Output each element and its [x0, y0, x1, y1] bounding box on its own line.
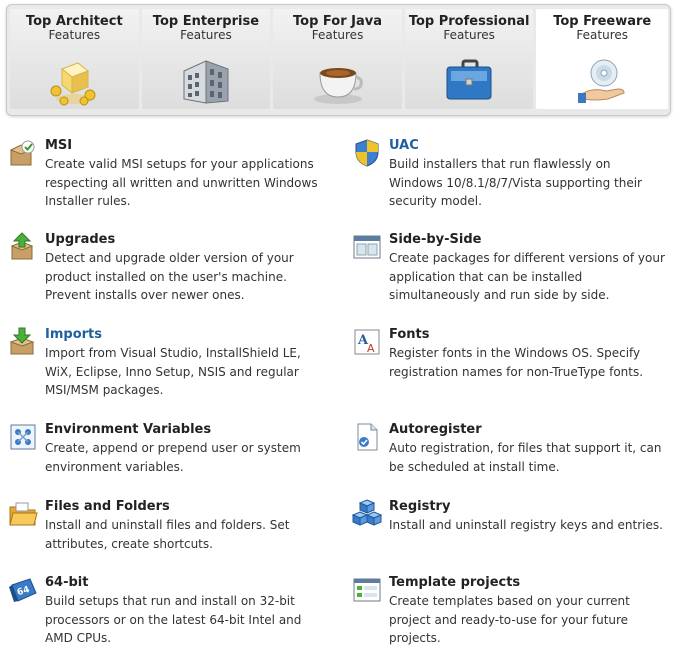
feature-description-line: Build setups that run and install on 32-bit [45, 594, 295, 608]
feature-description-line: MSI/MSM packages. [45, 383, 164, 398]
coffee-cup-icon [273, 51, 402, 107]
feature-description-line: application that can be installed [389, 269, 583, 284]
side-by-side-window-icon [352, 232, 382, 262]
feature-title: Autoregister [389, 422, 482, 437]
feature-description-line: security model. [389, 194, 482, 209]
tab-title: Top Architect [25, 14, 123, 29]
import-box-icon [8, 327, 38, 357]
feature-description-line: Build installers that run flawlessly on [389, 157, 611, 171]
feature-description [45, 155, 335, 211]
feature-title-link[interactable]: Imports [45, 327, 102, 342]
uac-shield-icon [352, 138, 382, 168]
tab-title: Top Professional [408, 14, 530, 29]
feature-description-line: AMD CPUs. [45, 631, 112, 646]
feature-title-link[interactable]: UAC [389, 138, 419, 153]
feature-description-line: Register fonts in the Windows OS. Specify [389, 346, 641, 360]
tab-top-freeware[interactable] [536, 9, 668, 109]
template-projects-icon [352, 575, 382, 605]
feature-title: Side-by-Side [389, 232, 482, 247]
feature-title: Upgrades [45, 232, 116, 247]
64-bit-icon [8, 575, 38, 605]
tab-subtitle: Features [180, 28, 232, 42]
feature-description-line: Auto registration, for files that support it, can [389, 441, 662, 455]
feature-description [389, 155, 679, 211]
feature-description [389, 516, 679, 535]
tab-title: Top Freeware [553, 14, 652, 29]
autoregister-icon [352, 422, 382, 452]
feature-description [389, 249, 679, 305]
upgrade-box-icon [8, 232, 38, 262]
feature-description-line: Detect and upgrade older version of your [45, 251, 294, 265]
feature-description-line: be scheduled at install time. [389, 459, 560, 474]
office-building-icon [142, 51, 271, 107]
feature-description-line: processors or on the latest 64-bit Intel and [45, 612, 302, 627]
feature-description-line: projects. [389, 631, 441, 646]
cd-hand-icon [536, 51, 668, 107]
features-tab-strip [6, 4, 671, 116]
feature-description-line: Create packages for different versions of your [389, 251, 665, 265]
msi-package-icon [8, 138, 38, 168]
coins-cube-icon [10, 51, 139, 107]
feature-description [45, 516, 335, 553]
tab-top-enterprise[interactable] [142, 9, 271, 109]
tab-top-for-java[interactable] [273, 9, 402, 109]
feature-title: 64-bit [45, 575, 89, 590]
feature-description-line: product installed on the user's machine. [45, 269, 287, 284]
folder-icon [8, 499, 38, 529]
briefcase-icon [405, 51, 534, 107]
tab-subtitle: Features [48, 28, 101, 42]
tab-top-professional[interactable] [405, 9, 534, 109]
environment-variables-icon [8, 422, 38, 452]
feature-description-line: environment variables. [45, 459, 184, 474]
feature-description-line: Installer rules. [45, 194, 131, 209]
feature-description-line: Import from Visual Studio, InstallShield LE, [45, 346, 301, 360]
feature-description [389, 344, 679, 381]
feature-description-line: Create valid MSI setups for your applications [45, 157, 314, 171]
tab-subtitle: Features [311, 28, 364, 42]
feature-description-line: Create, append or prepend user or system [45, 441, 301, 455]
registry-cubes-icon [352, 499, 382, 529]
tab-subtitle: Features [443, 28, 495, 42]
feature-description-line: Prevent installs over newer ones. [45, 288, 245, 303]
fonts-icon [352, 327, 382, 357]
feature-description [45, 249, 335, 305]
feature-description [389, 592, 679, 648]
tab-title: Top Enterprise [152, 14, 260, 29]
feature-description-line: simultaneously and run side by side. [389, 288, 610, 303]
feature-description-line: Install and uninstall registry keys and entries. [389, 518, 663, 532]
tab-title: Top For Java [293, 14, 383, 29]
feature-description-line: project and ready-to-use for your future [389, 612, 629, 627]
feature-title: Files and Folders [45, 499, 170, 514]
feature-description [45, 344, 335, 400]
tab-top-architect[interactable] [10, 9, 139, 109]
feature-description-line: attributes, create shortcuts. [45, 536, 213, 551]
feature-title: Registry [389, 499, 451, 514]
tabs-row [10, 9, 668, 109]
feature-title: Environment Variables [45, 422, 212, 437]
feature-description-line: WiX, Eclipse, Inno Setup, NSIS and regular [45, 364, 299, 379]
feature-description-line: registration names for non-TrueType fonts. [389, 364, 644, 379]
feature-description [45, 592, 335, 648]
feature-description-line: Windows 10/8.1/8/7/Vista supporting their [389, 175, 642, 190]
svg-text:A: A [358, 333, 369, 348]
feature-description [389, 439, 679, 476]
feature-description-line: Create templates based on your current [389, 594, 630, 608]
feature-description-line: Install and uninstall files and folders. Set [45, 518, 290, 532]
tab-subtitle: Features [576, 28, 629, 42]
feature-title: Template projects [389, 575, 521, 590]
svg-text:A: A [367, 342, 375, 355]
feature-description-line: respecting all written and unwritten Windows [45, 175, 318, 190]
feature-description [45, 439, 335, 476]
svg-text:64: 64 [16, 584, 32, 599]
feature-title: Fonts [389, 327, 430, 342]
feature-title: MSI [45, 138, 73, 153]
